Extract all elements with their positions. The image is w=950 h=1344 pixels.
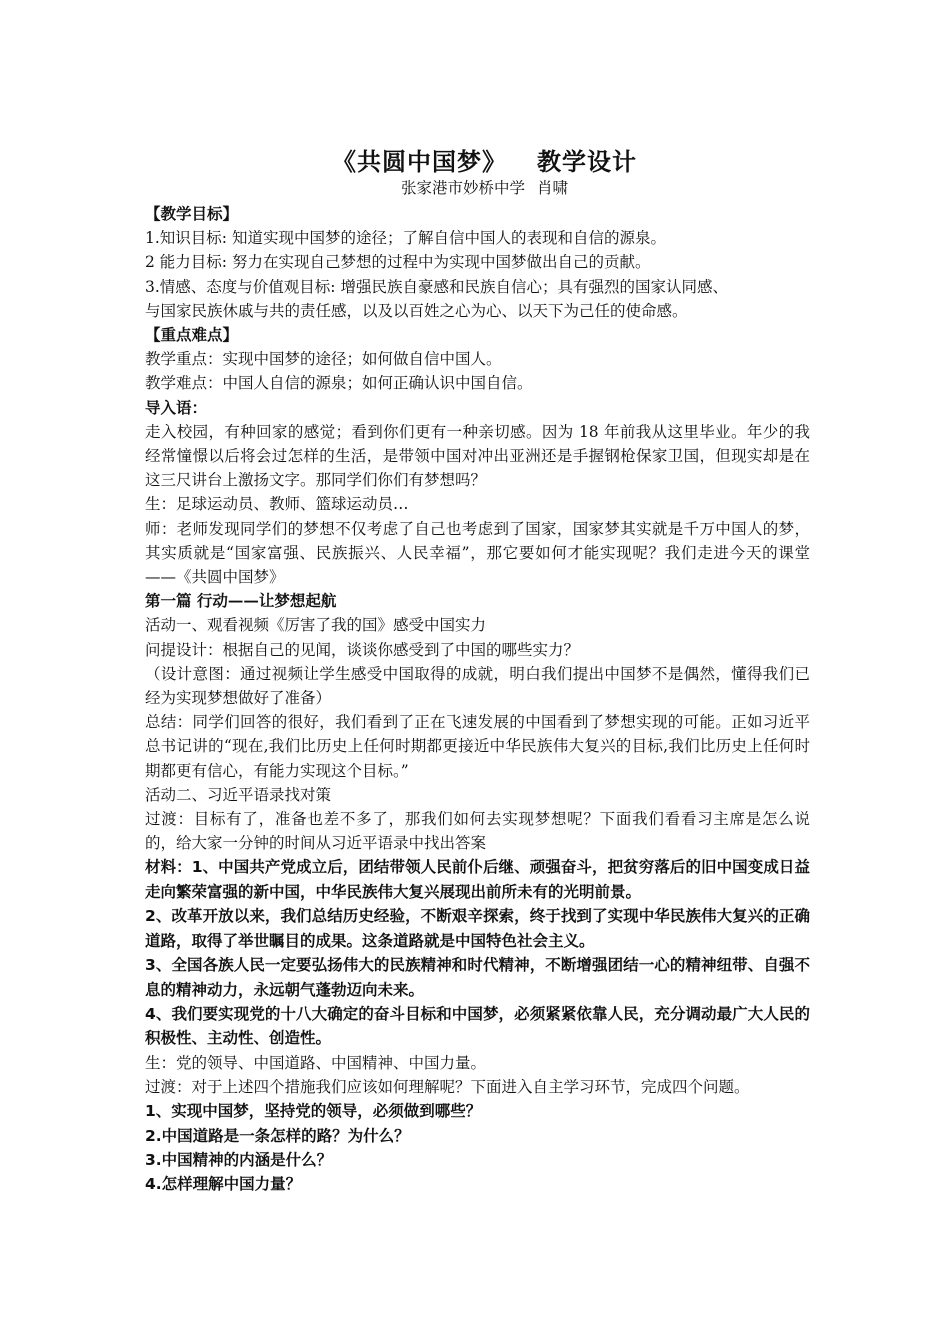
title-sub: 教学设计: [537, 147, 637, 176]
intro-paragraph-3: 师：老师发现同学们的梦想不仅考虑了自己也考虑到了国家，国家梦其实就是千万中国人的梦，其实质就是“国家富强、民族振兴、人民幸福”，那它要如何才能实现呢？我们走进今天的课堂——《共圆中国梦》: [145, 519, 810, 587]
author-name: 肖啸: [537, 179, 569, 197]
author-line: [145, 178, 810, 198]
activity-2: 活动二、习近平语录找对策: [145, 785, 332, 804]
objective-knowledge: 1.知识目标: 知道实现中国梦的途径；了解自信中国人的表现和自信的源泉。: [145, 229, 666, 248]
key-point-focus: 教学重点：实现中国梦的途径；如何做自信中国人。: [145, 350, 502, 369]
question-1: 1、实现中国梦，坚持党的领导，必须做到哪些？: [145, 1102, 482, 1121]
material-4: 4、我们要实现党的十八大确定的奋斗目标和中国梦，必须紧紧依靠人民，充分调动最广大人民的积极性、主动性、创造性。: [145, 1004, 810, 1048]
intro-heading: 导入语：: [145, 397, 208, 417]
objectives-heading: 【教学目标】: [145, 204, 239, 223]
key-points-heading: 【重点难点】: [145, 325, 239, 345]
design-intent: （设计意图：通过视频让学生感受中国取得的成就，明白我们提出中国梦不是偶然，懂得我们已经为实现梦想做好了准备）: [145, 664, 810, 708]
question-4: 4.怎样理解中国力量？: [145, 1175, 302, 1194]
objective-ability: 2 能力目标: 努力在实现自己梦想的过程中为实现中国梦做出自己的贡献。: [145, 253, 651, 272]
author-school: 张家港市妙桥中学: [400, 179, 525, 197]
material-2: 2、改革开放以来，我们总结历史经验，不断艰辛探索，终于找到了实现中华民族伟大复兴的正确道路，取得了举世瞩目的成果。这条道路就是中国特色社会主义。: [145, 907, 810, 950]
document-page: [145, 146, 810, 1197]
student-answer: 生：党的领导、中国道路、中国精神、中国力量。: [145, 1053, 487, 1072]
document-title: [145, 146, 810, 178]
question-3: 3.中国精神的内涵是什么？: [145, 1150, 333, 1169]
key-point-difficulty: 教学难点：中国人自信的源泉；如何正确认识中国自信。: [145, 374, 533, 393]
objective-emotion-line1: 3.情感、态度与价值观目标: 增强民族自豪感和民族自信心；具有强烈的国家认同感、: [145, 277, 728, 296]
title-main: 《共圆中国梦》: [332, 147, 507, 176]
intro-paragraph-1: 走入校园，有种回家的感觉；看到你们更有一种亲切感。因为 18 年前我从这里毕业。年少的我经常憧憬以后将会过怎样的生活，是带领中国对冲出亚洲还是手握钢枪保家卫国，但现实却是在这三尺讲台上激扬文字。那同学们你们有梦想吗？: [145, 422, 810, 490]
activity-1: 活动一、观看视频《厉害了我的国》感受中国实力: [145, 616, 487, 635]
question-2: 2.中国道路是一条怎样的路？为什么？: [145, 1126, 410, 1145]
transition-1: 过渡：目标有了，准备也差不多了，那我们如何去实现梦想呢？下面我们看看习主席是怎么说的，给大家一分钟的时间从习近平语录中找出答案: [145, 810, 810, 853]
transition-2: 过渡：对于上述四个措施我们应该如何理解呢？下面进入自主学习环节，完成四个问题。: [145, 1077, 750, 1096]
section1-heading: 第一篇 行动——让梦想起航: [145, 591, 337, 611]
material-1: 材料：1、中国共产党成立后，团结带领人民前仆后继、顽强奋斗，把贫穷落后的旧中国变成日益走向繁荣富强的新中国，中华民族伟大复兴展现出前所未有的光明前景。: [145, 858, 810, 901]
objective-emotion-line2: 与国家民族休戚与共的责任感，以及以百姓之心为心、以天下为己任的使命感。: [145, 301, 688, 320]
question-design: 问提设计：根据自己的见闻，谈谈你感受到了中国的哪些实力？: [145, 640, 580, 659]
intro-paragraph-2: 生：足球运动员、教师、篮球运动员…: [145, 495, 409, 514]
material-3: 3、全国各族人民一定要弘扬伟大的民族精神和时代精神，不断增强团结一心的精神纽带、自强不息的精神动力，永远朝气蓬勃迈向未来。: [145, 956, 810, 999]
summary: 总结：同学们回答的很好，我们看到了正在飞速发展的中国看到了梦想实现的可能。正如习近平总书记讲的“现在,我们比历史上任何时期都更接近中华民族伟大复兴的目标,我们比历史上任何时期都更有信心，有能力实现这个目标。”: [145, 713, 810, 780]
